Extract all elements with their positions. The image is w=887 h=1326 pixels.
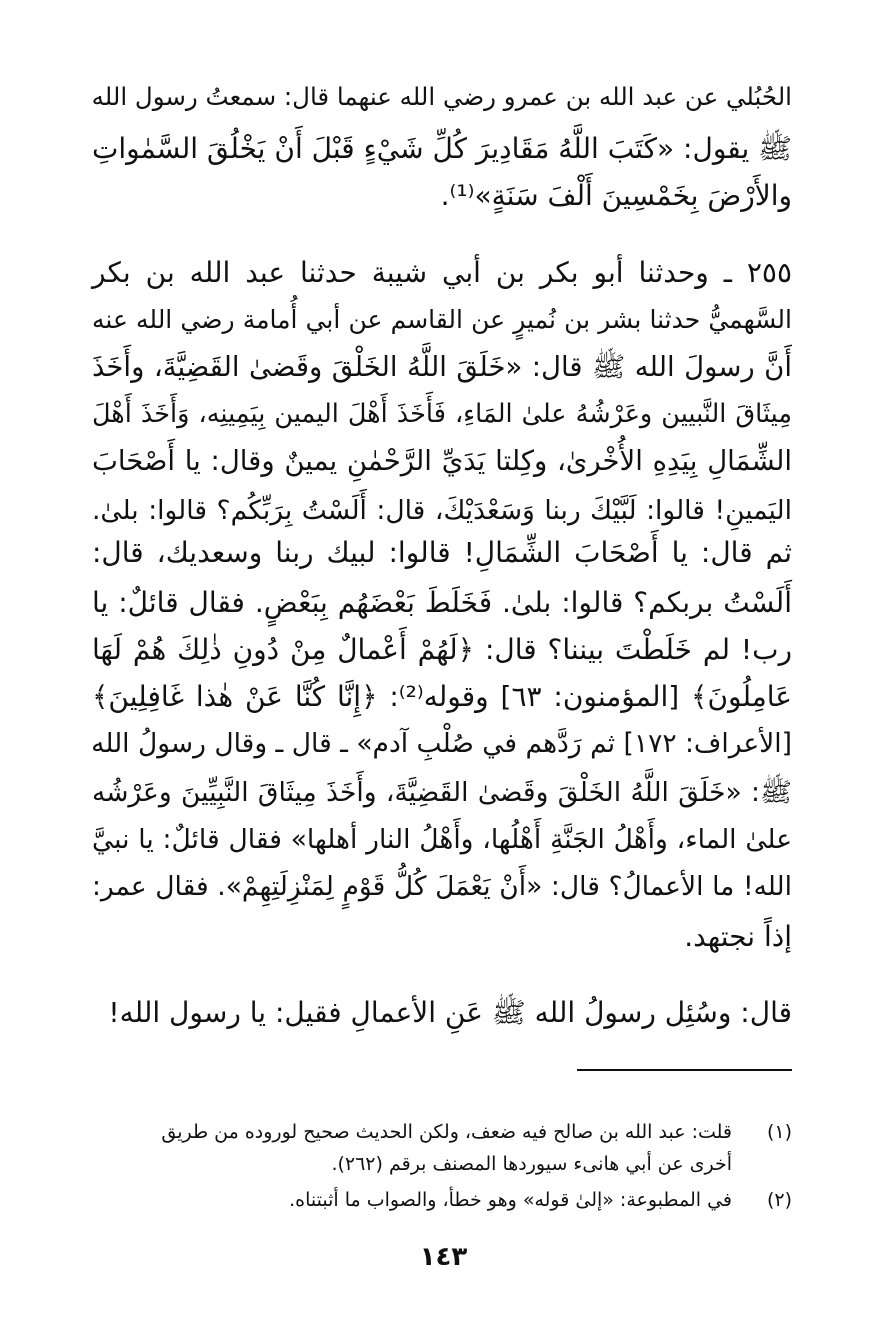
quran-verse-line: عَامِلُونَ﴾ [المؤمنون: ٦٣] وقوله⁽²⁾: ﴿إِنَّا كُنَّا عَنْ هٰذا غَافِلِينَ﴾ bbox=[92, 680, 792, 713]
text-line: مِيثَاقَ النَّبيين وعَرْشُهُ علىٰ المَاءِ، فَأَخَذَ أَهْلَ اليمين بِيَمِينِه، وَأَخَذَ أَهْلَ bbox=[92, 399, 792, 429]
text-line: الشِّمَالِ بِيَدِهِ الأُخْرىٰ، وكِلتا يَدَيِّ الرَّحْمٰنِ يمينٌ وقال: يا أَصْحَابَ bbox=[92, 445, 792, 477]
footnote-number: (١) bbox=[766, 1121, 792, 1143]
text-line: أَلَسْتُ بربكم؟ قالوا: بلىٰ. فَخَلَطَ بَعْضَهُم بِبَعْضٍ. فقال قائلٌ: يا bbox=[92, 586, 792, 619]
text-line: إذاً نجتهد. bbox=[684, 920, 792, 953]
text-line: الله! ما الأعمالُ؟ قال: «أَنْ يَعْمَلَ كُلُّ قَوْمٍ لِمَنْزِلَتِهِمْ». فقال عمر: bbox=[92, 871, 792, 902]
hadith-heading-line: ٢٥٥ ـ وحدثنا أبو بكر بن أبي شيبة حدثنا عبد الله بن بكر bbox=[92, 256, 792, 289]
text-line: رب! لم خَلَطْتَ بيننا؟ قال: ﴿لَهُمْ أَعْمالٌ مِنْ دُونِ ذٰلِكَ هُمْ لَهَا bbox=[92, 633, 792, 666]
text-line: اليَمينِ! قالوا: لَبَّيْكَ ربنا وَسَعْدَيْكَ، قال: أَلَسْتُ بِرَبِّكُم؟ قالوا: بلىٰ. bbox=[92, 495, 792, 526]
text-line: [الأعراف: ١٧٢] ثم رَدَّهم في صُلْبِ آدم» ـ قال ـ وقال رسولُ الله bbox=[91, 728, 792, 759]
text-line: الحُبُلي عن عبد الله بن عمرو رضي الله عنهما قال: سمعتُ رسول الله bbox=[91, 82, 792, 111]
page-number: ١٤٣ bbox=[419, 1242, 468, 1272]
footnote-number: (٢) bbox=[766, 1189, 792, 1211]
footnote-2 bbox=[92, 1186, 792, 1216]
text-line: السَّهميُّ حدثنا بشر بن نُميرٍ عن القاسم عن أبي أُمامة رضي الله عنه bbox=[92, 305, 792, 334]
footnote-text: قلت: عبد الله بن صالح فيه ضعف، ولكن الحديث صحيح لوروده من طريق bbox=[161, 1121, 732, 1143]
footnote-1 bbox=[92, 1118, 792, 1148]
text-line: علىٰ الماء، وأَهْلُ الجَنَّةِ أَهْلُها، وأَهْلُ النار أهلها» فقال قائلٌ: يا نبيَّ bbox=[92, 824, 792, 855]
text-line: ﷺ يقول: «كَتَبَ اللَّهُ مَقَادِيرَ كُلِّ شَيْءٍ قَبْلَ أَنْ يَخْلُقَ السَّمٰواتِ bbox=[92, 132, 792, 165]
text-line: قال: وسُئِل رسولُ الله ﷺ عَنِ الأعمالِ فقيل: يا رسول الله! bbox=[108, 996, 792, 1029]
text-line: ﷺ: «خَلَقَ اللَّهُ الخَلْقَ وقَضىٰ القَضِيَّةَ، وأَخَذَ مِيثَاقَ النَّبِيِّينَ وعَرْشُه bbox=[92, 777, 792, 808]
footnote-text: أخرى عن أبي هانىء سيوردها المصنف برقم (٢٦٢). bbox=[331, 1153, 732, 1175]
footnote-separator bbox=[577, 1069, 792, 1071]
text-line: أَنَّ رسولَ الله ﷺ قال: «خَلَقَ اللَّهُ الخَلْقَ وقَضىٰ القَضِيَّةَ، وأَخَذَ bbox=[92, 351, 792, 383]
text-line: والأَرْضَ بِخَمْسِينَ أَلْفَ سَنَةٍ»⁽¹⁾. bbox=[440, 179, 792, 212]
text-line: ثم قال: يا أَصْحَابَ الشِّمَالِ! قالوا: لبيك ربنا وسعديك، قال: bbox=[92, 536, 792, 569]
footnote-text: في المطبوعة: «إلىٰ قوله» وهو خطأ، والصواب ما أثبتناه. bbox=[289, 1189, 732, 1211]
